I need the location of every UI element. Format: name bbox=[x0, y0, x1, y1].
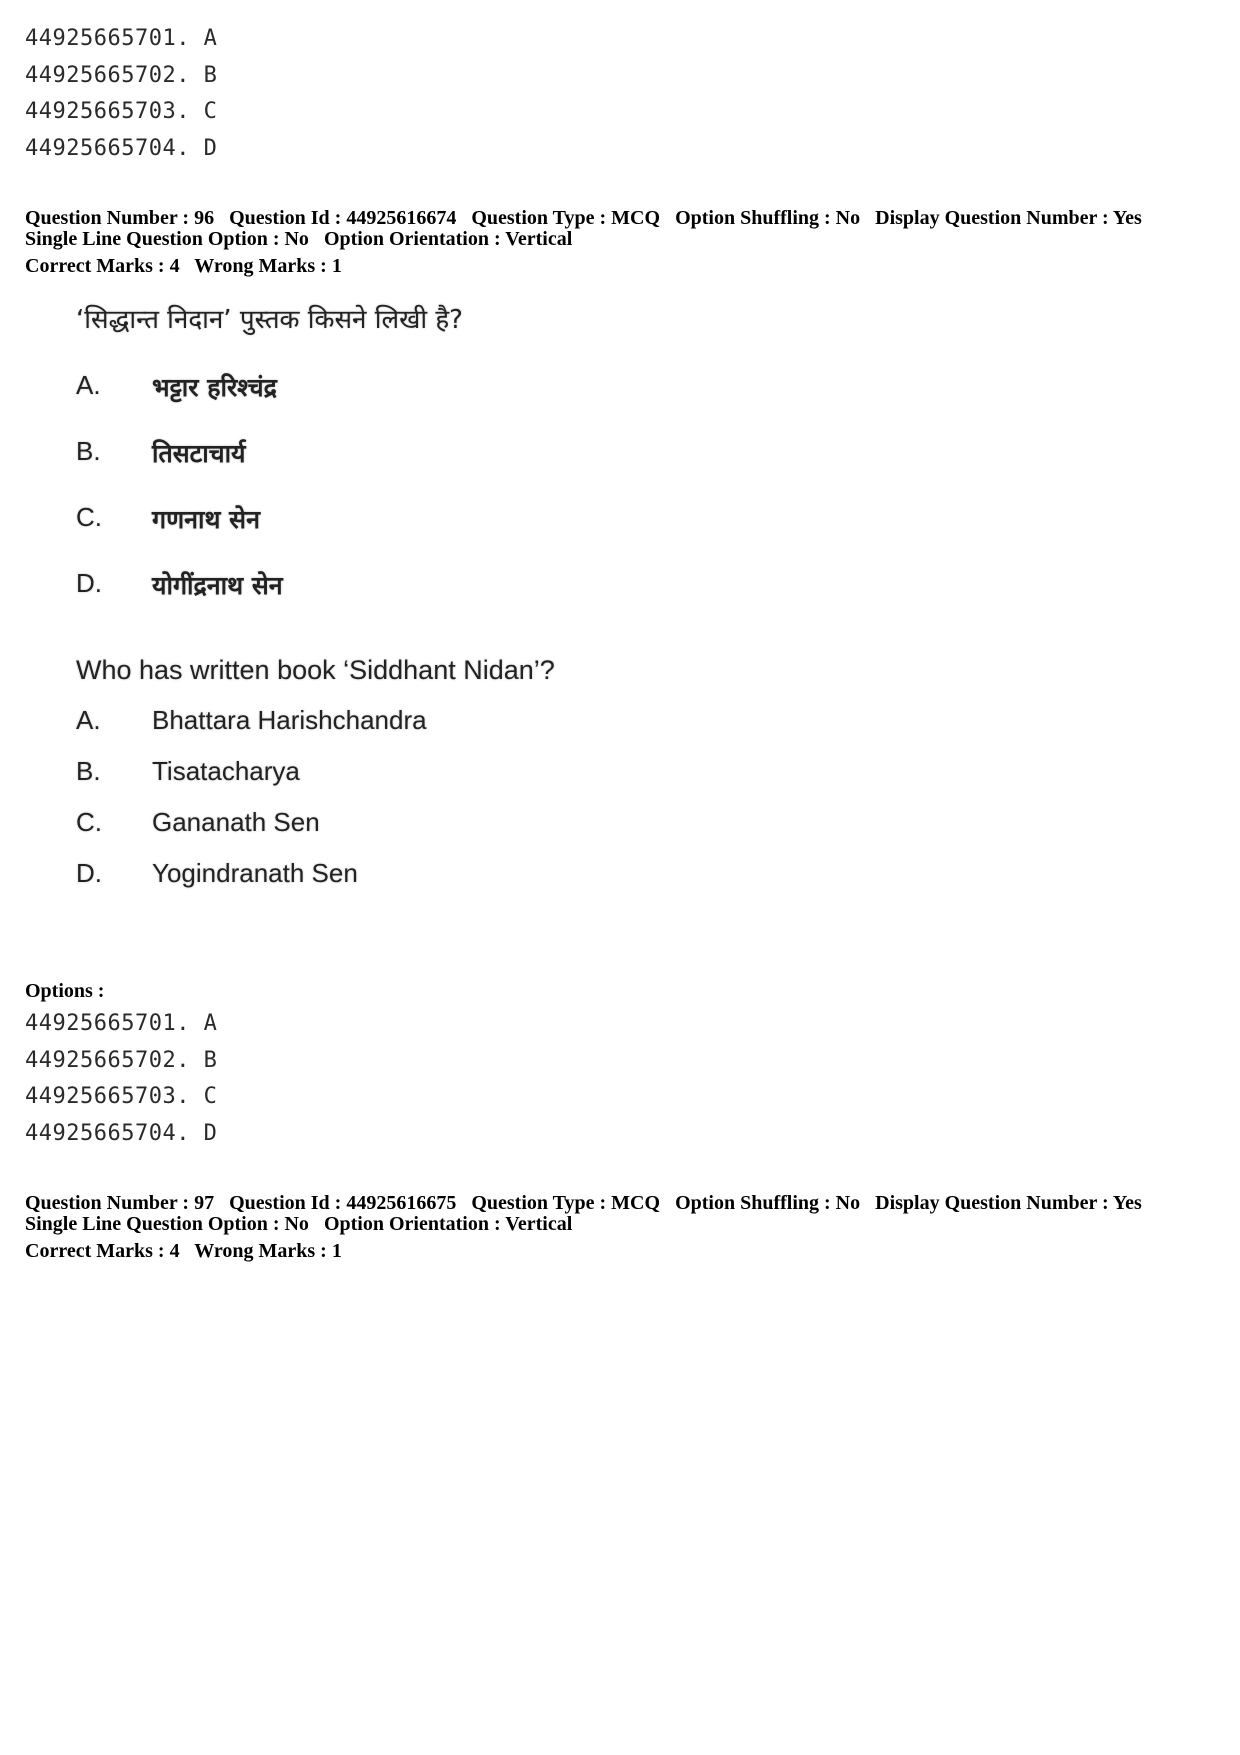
question-number: Question Number : 96 bbox=[25, 207, 215, 229]
single-line-question-option: Single Line Question Option : No bbox=[25, 228, 309, 250]
option-text: भट्टार हरिश्चंद्र bbox=[152, 373, 277, 402]
option-label: B. bbox=[76, 756, 101, 786]
option-code: 44925665702. B bbox=[25, 62, 218, 88]
question-id: Question Id : 44925616675 bbox=[229, 1192, 457, 1214]
question-number: Question Number : 97 bbox=[25, 1192, 215, 1214]
option-label: D. bbox=[76, 858, 102, 888]
meta-row-2 bbox=[25, 1214, 1225, 1235]
option-label: A. bbox=[76, 705, 101, 735]
option-code: 44925665703. C bbox=[25, 1084, 218, 1109]
meta-row-1 bbox=[25, 208, 1225, 229]
option-text: गणनाथ सेन bbox=[152, 505, 260, 534]
question-type: Question Type : MCQ bbox=[471, 1192, 661, 1214]
option-label: D. bbox=[76, 568, 102, 598]
hindi-question-text: ‘सिद्धान्त निदान’ पुस्तक किसने लिखी है? bbox=[76, 305, 463, 335]
option-text: योगींद्रनाथ सेन bbox=[152, 571, 283, 600]
wrong-marks: Wrong Marks : 1 bbox=[194, 255, 342, 277]
option-label: C. bbox=[76, 502, 102, 532]
question-96-options bbox=[25, 1006, 217, 1152]
option-code: 44925665704. D bbox=[25, 1120, 218, 1146]
previous-question-options bbox=[25, 21, 217, 167]
single-line-question-option: Single Line Question Option : No bbox=[25, 1213, 309, 1235]
hindi-option-a bbox=[76, 370, 676, 436]
hindi-question-block bbox=[76, 300, 676, 634]
option-shuffling: Option Shuffling : No bbox=[675, 207, 861, 229]
correct-marks: Correct Marks : 4 bbox=[25, 1240, 180, 1262]
meta-row-1 bbox=[25, 1193, 1225, 1214]
option-shuffling: Option Shuffling : No bbox=[675, 1192, 861, 1214]
wrong-marks: Wrong Marks : 1 bbox=[194, 1240, 342, 1262]
meta-row-3 bbox=[25, 1241, 1225, 1262]
option-label: C. bbox=[76, 807, 102, 837]
english-question-text: Who has written book ‘Siddhant Nidan’? bbox=[76, 655, 555, 685]
question-96-meta bbox=[25, 208, 1225, 277]
english-option-b bbox=[76, 756, 676, 807]
meta-row-2 bbox=[25, 229, 1225, 250]
option-text: Tisatacharya bbox=[152, 756, 300, 786]
option-orientation: Option Orientation : Vertical bbox=[323, 1213, 573, 1235]
option-code: 44925665703. C bbox=[25, 99, 218, 124]
option-code: 44925665702. B bbox=[25, 1047, 218, 1073]
option-text: Bhattara Harishchandra bbox=[152, 705, 427, 735]
english-option-a bbox=[76, 705, 676, 756]
option-label: A. bbox=[76, 370, 101, 400]
correct-marks: Correct Marks : 4 bbox=[25, 255, 180, 277]
option-text: तिसटाचार्य bbox=[152, 439, 246, 468]
display-question-number: Display Question Number : Yes bbox=[875, 1192, 1142, 1214]
option-code: 44925665704. D bbox=[25, 135, 218, 161]
option-code: 44925665701. A bbox=[25, 1011, 218, 1036]
option-text: Gananath Sen bbox=[152, 807, 320, 837]
english-question-block bbox=[76, 655, 676, 909]
hindi-option-c bbox=[76, 502, 676, 568]
option-text: Yogindranath Sen bbox=[152, 858, 358, 888]
question-type: Question Type : MCQ bbox=[471, 207, 661, 229]
options-label: Options : bbox=[25, 980, 105, 1002]
display-question-number: Display Question Number : Yes bbox=[875, 207, 1142, 229]
english-option-d bbox=[76, 858, 676, 909]
option-code: 44925665701. A bbox=[25, 26, 218, 51]
hindi-option-b bbox=[76, 436, 676, 502]
hindi-option-d bbox=[76, 568, 676, 634]
question-id: Question Id : 44925616674 bbox=[229, 207, 457, 229]
option-label: B. bbox=[76, 436, 101, 466]
meta-row-3 bbox=[25, 256, 1225, 277]
option-orientation: Option Orientation : Vertical bbox=[323, 228, 573, 250]
question-97-meta bbox=[25, 1193, 1225, 1262]
english-option-c bbox=[76, 807, 676, 858]
